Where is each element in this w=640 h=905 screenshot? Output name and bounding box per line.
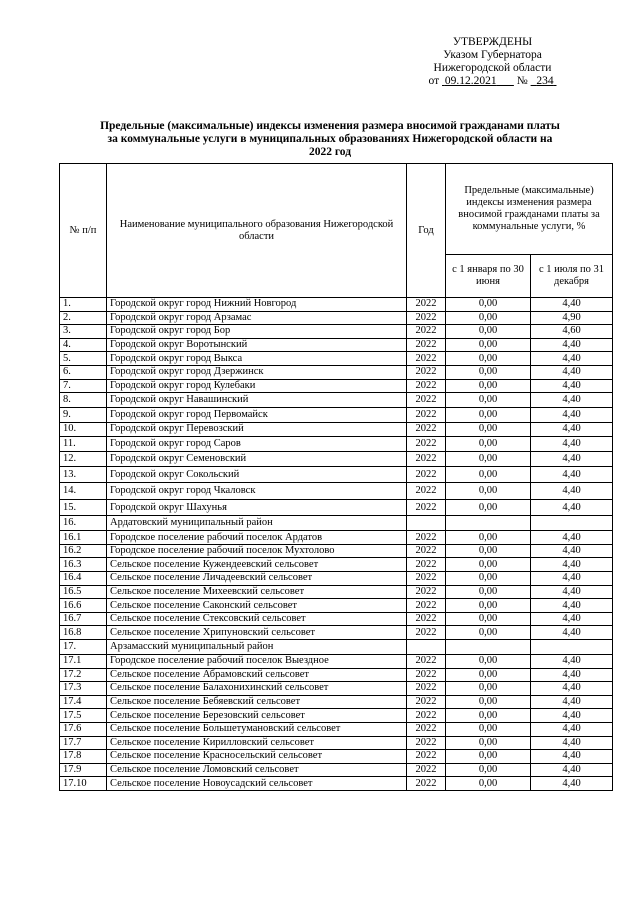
row-number: 17.6 — [60, 722, 107, 736]
row-municipality: Сельское поселение Саконский сельсовет — [107, 599, 407, 613]
row-index-first-half: 0,00 — [446, 668, 531, 682]
table-row — [60, 365, 613, 379]
row-index-first-half: 0,00 — [446, 379, 531, 393]
row-number: 10. — [60, 423, 107, 437]
row-year: 2022 — [407, 311, 446, 325]
row-year: 2022 — [407, 451, 446, 466]
row-year: 2022 — [407, 393, 446, 408]
row-year: 2022 — [407, 599, 446, 613]
row-index-second-half: 4,40 — [531, 655, 613, 669]
table-row — [60, 558, 613, 572]
row-number: 15. — [60, 499, 107, 516]
table-row — [60, 408, 613, 423]
row-number: 6. — [60, 365, 107, 379]
row-municipality: Сельское поселение Красносельский сельсовет — [107, 750, 407, 764]
row-index-first-half: 0,00 — [446, 750, 531, 764]
row-municipality: Сельское поселение Новоусадский сельсовет — [107, 777, 407, 791]
row-number: 13. — [60, 466, 107, 483]
row-municipality: Городское поселение рабочий поселок Выездное — [107, 655, 407, 669]
row-index-second-half: 4,40 — [531, 352, 613, 366]
row-municipality: Сельское поселение Михеевский сельсовет — [107, 585, 407, 599]
table-row — [60, 499, 613, 516]
row-index-first-half: 0,00 — [446, 695, 531, 709]
row-year: 2022 — [407, 612, 446, 626]
row-municipality: Сельское поселение Кужендеевский сельсовет — [107, 558, 407, 572]
row-index-first-half: 0,00 — [446, 558, 531, 572]
row-index-second-half: 4,40 — [531, 365, 613, 379]
row-year: 2022 — [407, 722, 446, 736]
row-number: 9. — [60, 408, 107, 423]
row-index-second-half: 4,40 — [531, 531, 613, 545]
row-municipality: Городской округ город Бор — [107, 325, 407, 339]
table-row — [60, 612, 613, 626]
row-municipality: Городское поселение рабочий поселок Мухтолово — [107, 544, 407, 558]
row-number: 17.4 — [60, 695, 107, 709]
row-index-first-half: 0,00 — [446, 709, 531, 723]
row-index-second-half: 4,40 — [531, 436, 613, 451]
row-municipality: Городской округ город Чкаловск — [107, 483, 407, 500]
header-period1: с 1 января по 30 июня — [446, 255, 531, 298]
row-year: 2022 — [407, 763, 446, 777]
row-index-second-half: 4,40 — [531, 722, 613, 736]
table-row — [60, 709, 613, 723]
row-index-second-half: 4,40 — [531, 777, 613, 791]
row-year: 2022 — [407, 365, 446, 379]
table-row — [60, 338, 613, 352]
row-number: 12. — [60, 451, 107, 466]
table-row — [60, 436, 613, 451]
approval-decree: Указом Губернатора — [443, 49, 542, 61]
header-index: Предельные (максимальные) индексы изменения размера вносимой гражданами платы за коммунальные услуги, % — [446, 164, 613, 255]
approval-number: 234 — [536, 75, 554, 87]
row-index-first-half: 0,00 — [446, 298, 531, 312]
header-name: Наименование муниципального образования Нижегородской области — [107, 164, 407, 298]
approval-region: Нижегородской области — [433, 62, 552, 74]
row-index-first-half: 0,00 — [446, 393, 531, 408]
row-index-first-half — [446, 516, 531, 531]
row-municipality: Городской округ Воротынский — [107, 338, 407, 352]
table-row — [60, 352, 613, 366]
row-index-second-half: 4,40 — [531, 599, 613, 613]
row-number: 1. — [60, 298, 107, 312]
row-year: 2022 — [407, 499, 446, 516]
row-year: 2022 — [407, 558, 446, 572]
row-index-first-half: 0,00 — [446, 612, 531, 626]
row-index-second-half: 4,40 — [531, 612, 613, 626]
row-index-second-half: 4,40 — [531, 483, 613, 500]
row-number: 2. — [60, 311, 107, 325]
row-municipality: Городской округ Навашинский — [107, 393, 407, 408]
table-row — [60, 668, 613, 682]
approval-number-label: № — [516, 75, 528, 87]
table-row — [60, 393, 613, 408]
row-number: 17.1 — [60, 655, 107, 669]
row-year: 2022 — [407, 298, 446, 312]
row-index-first-half: 0,00 — [446, 572, 531, 586]
row-index-second-half: 4,40 — [531, 682, 613, 696]
table-row — [60, 682, 613, 696]
row-year: 2022 — [407, 585, 446, 599]
row-index-first-half: 0,00 — [446, 365, 531, 379]
row-index-second-half — [531, 516, 613, 531]
table-row — [60, 750, 613, 764]
row-index-second-half: 4,60 — [531, 325, 613, 339]
row-index-first-half: 0,00 — [446, 408, 531, 423]
row-index-second-half: 4,40 — [531, 695, 613, 709]
approval-heading: УТВЕРЖДЕНЫ — [452, 36, 533, 48]
row-municipality: Сельское поселение Стексовский сельсовет — [107, 612, 407, 626]
row-year: 2022 — [407, 531, 446, 545]
row-year: 2022 — [407, 736, 446, 750]
row-year: 2022 — [407, 626, 446, 640]
table-body — [60, 298, 613, 791]
row-number: 16.4 — [60, 572, 107, 586]
row-number: 16.2 — [60, 544, 107, 558]
row-year: 2022 — [407, 466, 446, 483]
row-year — [407, 640, 446, 655]
row-year: 2022 — [407, 572, 446, 586]
row-municipality: Сельское поселение Ломовский сельсовет — [107, 763, 407, 777]
row-number: 17.10 — [60, 777, 107, 791]
row-municipality: Сельское поселение Бебяевский сельсовет — [107, 695, 407, 709]
row-index-second-half: 4,90 — [531, 311, 613, 325]
row-index-second-half: 4,40 — [531, 499, 613, 516]
row-municipality: Городской округ город Дзержинск — [107, 365, 407, 379]
table-row — [60, 325, 613, 339]
row-index-second-half: 4,40 — [531, 451, 613, 466]
row-year: 2022 — [407, 709, 446, 723]
row-year: 2022 — [407, 436, 446, 451]
row-index-second-half — [531, 640, 613, 655]
row-municipality: Сельское поселение Большетумановский сельсовет — [107, 722, 407, 736]
row-number: 16. — [60, 516, 107, 531]
table-row — [60, 626, 613, 640]
row-year: 2022 — [407, 352, 446, 366]
row-municipality: Ардатовский муниципальный район — [107, 516, 407, 531]
row-index-first-half: 0,00 — [446, 626, 531, 640]
row-municipality: Сельское поселение Абрамовский сельсовет — [107, 668, 407, 682]
table-row — [60, 722, 613, 736]
row-index-second-half: 4,40 — [531, 423, 613, 437]
row-number: 17. — [60, 640, 107, 655]
row-index-first-half: 0,00 — [446, 544, 531, 558]
row-index-second-half: 4,40 — [531, 393, 613, 408]
row-index-first-half: 0,00 — [446, 483, 531, 500]
row-number: 8. — [60, 393, 107, 408]
row-year: 2022 — [407, 668, 446, 682]
row-index-second-half: 4,40 — [531, 750, 613, 764]
row-number: 16.5 — [60, 585, 107, 599]
row-number: 16.8 — [60, 626, 107, 640]
row-index-second-half: 4,40 — [531, 298, 613, 312]
row-number: 16.1 — [60, 531, 107, 545]
header-period2: с 1 июля по 31 декабря — [531, 255, 613, 298]
row-number: 17.5 — [60, 709, 107, 723]
row-year: 2022 — [407, 777, 446, 791]
table-row — [60, 777, 613, 791]
row-municipality: Городское поселение рабочий поселок Ардатов — [107, 531, 407, 545]
table-row — [60, 763, 613, 777]
row-year: 2022 — [407, 544, 446, 558]
table-row — [60, 379, 613, 393]
row-index-second-half: 4,40 — [531, 572, 613, 586]
row-number: 7. — [60, 379, 107, 393]
row-number: 11. — [60, 436, 107, 451]
row-index-first-half: 0,00 — [446, 325, 531, 339]
row-index-second-half: 4,40 — [531, 709, 613, 723]
row-municipality: Городской округ город Выкса — [107, 352, 407, 366]
row-municipality: Сельское поселение Березовский сельсовет — [107, 709, 407, 723]
row-index-first-half: 0,00 — [446, 736, 531, 750]
row-municipality: Городской округ Семеновский — [107, 451, 407, 466]
row-municipality: Городской округ город Первомайск — [107, 408, 407, 423]
row-municipality: Сельское поселение Личадеевский сельсовет — [107, 572, 407, 586]
table-row — [60, 451, 613, 466]
row-number: 17.2 — [60, 668, 107, 682]
table-row — [60, 736, 613, 750]
approval-block — [400, 36, 585, 88]
row-index-second-half: 4,40 — [531, 668, 613, 682]
row-index-first-half: 0,00 — [446, 311, 531, 325]
table-row — [60, 531, 613, 545]
row-index-first-half: 0,00 — [446, 499, 531, 516]
table-row — [60, 695, 613, 709]
document-title: Предельные (максимальные) индексы изменения размера вносимой гражданами платы за коммунальные услуги в муниципальных образованиях Нижегородской области на 2022 год — [100, 120, 560, 158]
row-index-first-half: 0,00 — [446, 722, 531, 736]
table-row — [60, 655, 613, 669]
row-number: 17.8 — [60, 750, 107, 764]
row-index-second-half: 4,40 — [531, 736, 613, 750]
row-municipality: Городской округ город Кулебаки — [107, 379, 407, 393]
row-index-second-half: 4,40 — [531, 626, 613, 640]
row-number: 14. — [60, 483, 107, 500]
row-index-second-half: 4,40 — [531, 558, 613, 572]
approval-date: 09.12.2021 — [444, 75, 497, 87]
row-index-first-half: 0,00 — [446, 599, 531, 613]
row-municipality: Сельское поселение Кирилловский сельсовет — [107, 736, 407, 750]
row-number: 5. — [60, 352, 107, 366]
table-row — [60, 423, 613, 437]
row-municipality: Сельское поселение Хрипуновский сельсовет — [107, 626, 407, 640]
row-year: 2022 — [407, 338, 446, 352]
row-index-second-half: 4,40 — [531, 338, 613, 352]
table-row — [60, 544, 613, 558]
row-index-first-half: 0,00 — [446, 423, 531, 437]
row-municipality: Городской округ Сокольский — [107, 466, 407, 483]
table-row — [60, 483, 613, 500]
row-year: 2022 — [407, 682, 446, 696]
row-index-first-half: 0,00 — [446, 585, 531, 599]
header-num: № п/п — [60, 164, 107, 298]
row-index-first-half: 0,00 — [446, 451, 531, 466]
row-index-first-half: 0,00 — [446, 466, 531, 483]
row-municipality: Городской округ город Саров — [107, 436, 407, 451]
approval-date-line — [400, 75, 585, 88]
row-municipality: Сельское поселение Балахонихинский сельсовет — [107, 682, 407, 696]
row-index-second-half: 4,40 — [531, 379, 613, 393]
row-municipality: Городской округ город Арзамас — [107, 311, 407, 325]
table-row — [60, 599, 613, 613]
row-municipality: Арзамасский муниципальный район — [107, 640, 407, 655]
row-index-first-half: 0,00 — [446, 777, 531, 791]
table-row — [60, 298, 613, 312]
row-number: 16.3 — [60, 558, 107, 572]
row-index-first-half: 0,00 — [446, 682, 531, 696]
row-year — [407, 516, 446, 531]
row-municipality: Городской округ Шахунья — [107, 499, 407, 516]
table-row — [60, 516, 613, 531]
row-year: 2022 — [407, 483, 446, 500]
row-year: 2022 — [407, 423, 446, 437]
row-index-first-half: 0,00 — [446, 531, 531, 545]
row-year: 2022 — [407, 695, 446, 709]
row-index-second-half: 4,40 — [531, 466, 613, 483]
row-year: 2022 — [407, 379, 446, 393]
table-row — [60, 572, 613, 586]
row-number: 17.7 — [60, 736, 107, 750]
row-year: 2022 — [407, 408, 446, 423]
table-row — [60, 311, 613, 325]
row-index-first-half: 0,00 — [446, 763, 531, 777]
row-index-first-half: 0,00 — [446, 338, 531, 352]
table-row — [60, 466, 613, 483]
row-number: 4. — [60, 338, 107, 352]
row-number: 17.3 — [60, 682, 107, 696]
row-year: 2022 — [407, 655, 446, 669]
row-index-first-half: 0,00 — [446, 436, 531, 451]
row-number: 16.7 — [60, 612, 107, 626]
row-index-first-half: 0,00 — [446, 352, 531, 366]
index-table — [59, 163, 613, 791]
row-index-second-half: 4,40 — [531, 408, 613, 423]
row-index-second-half: 4,40 — [531, 763, 613, 777]
row-index-second-half: 4,40 — [531, 585, 613, 599]
table-row — [60, 585, 613, 599]
row-number: 17.9 — [60, 763, 107, 777]
row-index-first-half: 0,00 — [446, 655, 531, 669]
approval-from-label: от — [428, 75, 440, 87]
row-index-first-half — [446, 640, 531, 655]
row-year: 2022 — [407, 325, 446, 339]
table-row — [60, 640, 613, 655]
row-municipality: Городской округ Перевозский — [107, 423, 407, 437]
row-index-second-half: 4,40 — [531, 544, 613, 558]
row-number: 16.6 — [60, 599, 107, 613]
row-number: 3. — [60, 325, 107, 339]
header-year: Год — [407, 164, 446, 298]
row-municipality: Городской округ город Нижний Новгород — [107, 298, 407, 312]
row-year: 2022 — [407, 750, 446, 764]
